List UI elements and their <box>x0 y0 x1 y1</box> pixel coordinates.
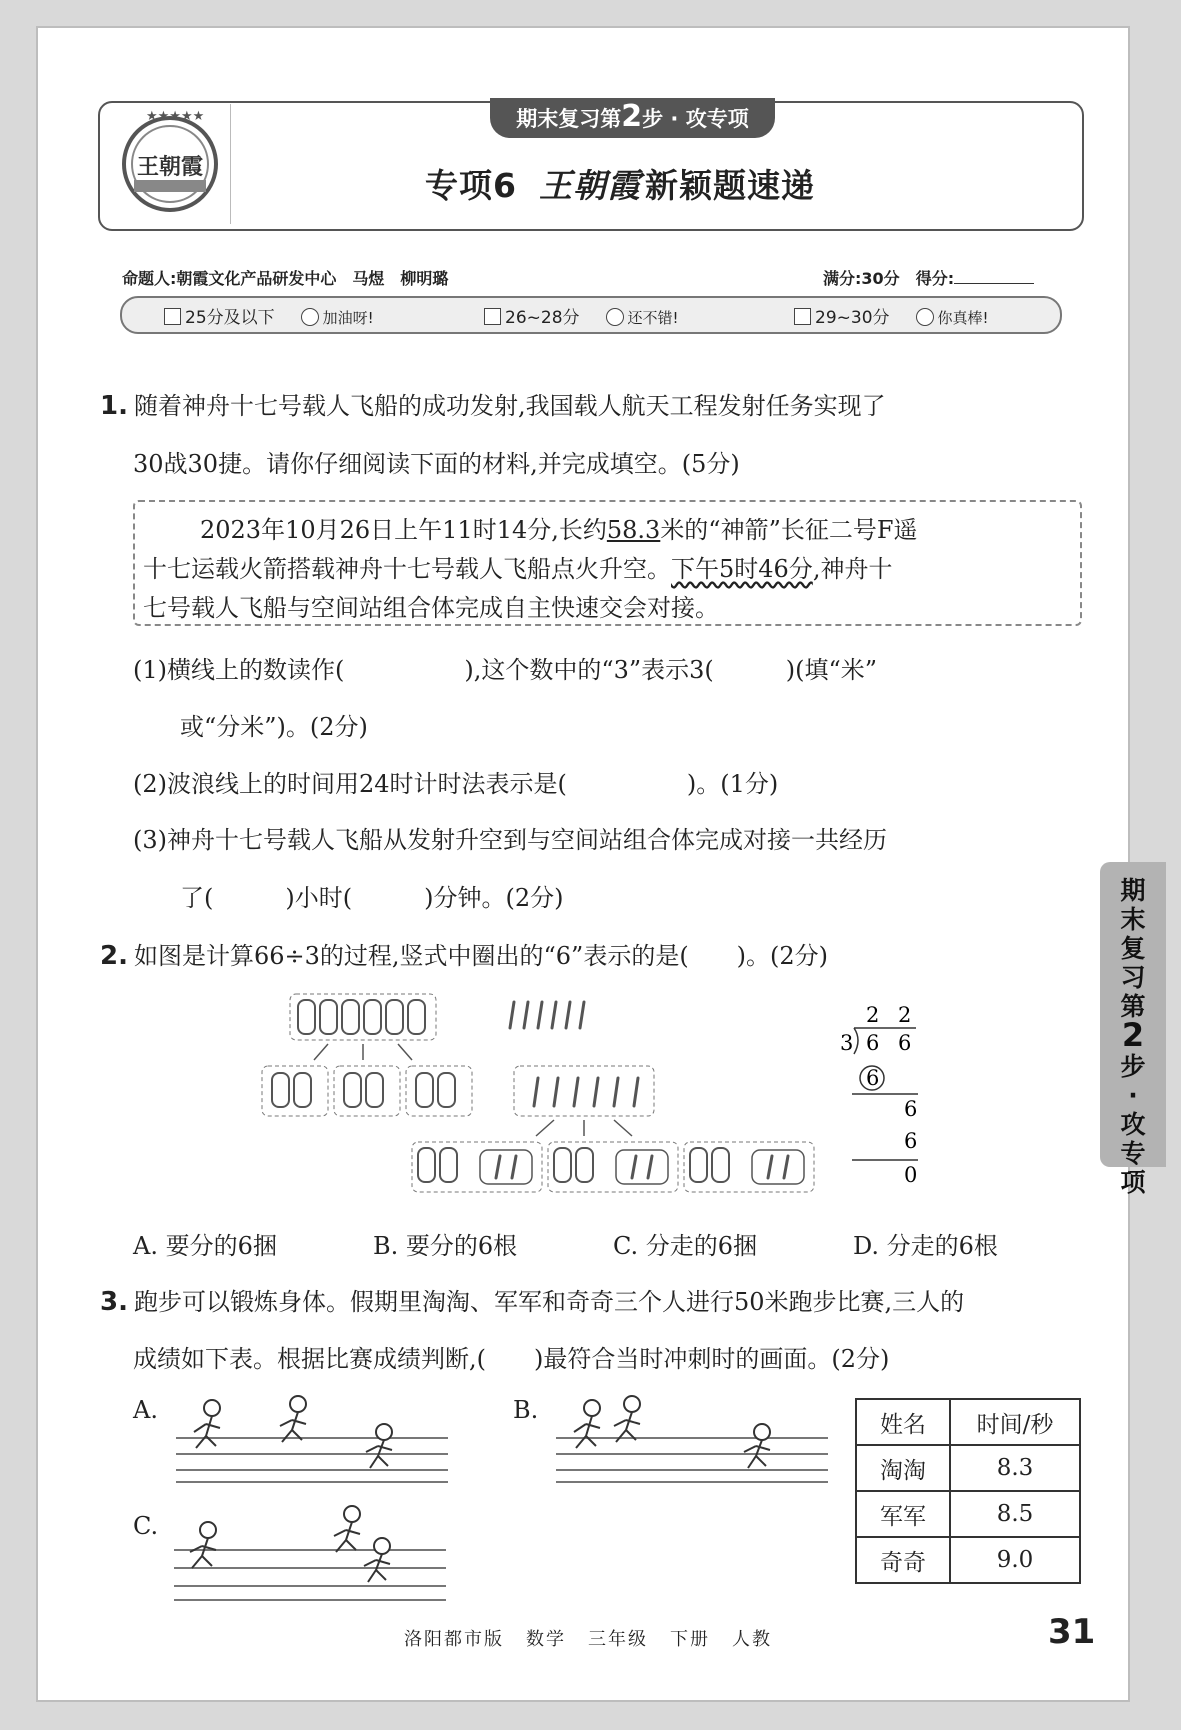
runner-icon <box>366 1424 392 1468</box>
q1-part2: (2)波浪线上的时间用24时计时法表示是( )。(1分) <box>133 770 779 798</box>
race-option-b-label[interactable]: B. <box>513 1396 539 1424</box>
rating-bar <box>120 296 1062 334</box>
score-blank[interactable] <box>954 283 1034 284</box>
table-row <box>856 1537 1080 1583</box>
option-a[interactable]: A. 要分的6捆 <box>133 1232 277 1260</box>
q1-part3-line2: 了( )小时( )分钟。(2分) <box>180 884 564 912</box>
logo-divider <box>230 104 231 224</box>
race-results-table <box>855 1398 1081 1584</box>
logo-seal <box>116 108 224 216</box>
race-picture-b[interactable] <box>556 1394 828 1484</box>
table-cell: 淘淘 <box>856 1445 950 1491</box>
side-section-tab: 期末复习第 2 步·攻专项 <box>1100 862 1166 1167</box>
svg-text:6: 6 <box>904 1129 918 1153</box>
table-header-cell: 时间/秒 <box>950 1399 1080 1445</box>
runner-icon <box>574 1400 600 1448</box>
table-cell: 8.3 <box>950 1445 1080 1491</box>
option-d[interactable]: D. 分走的6根 <box>853 1232 998 1260</box>
checkbox[interactable] <box>794 308 811 325</box>
race-option-a-label[interactable]: A. <box>133 1396 158 1424</box>
material-line1: 2023年10月26日上午11时14分,长约58.3米的“神箭”长征二号F遥 <box>200 516 918 544</box>
runner-icon <box>190 1522 216 1568</box>
svg-text:6: 6 <box>866 1066 880 1090</box>
q1-stem-line2: 30战30捷。请你仔细阅读下面的材料,并完成填空。(5分) <box>133 450 740 478</box>
smiley-icon <box>606 308 624 326</box>
bundle-groups-two <box>262 1066 472 1116</box>
split-arrows-bottom <box>536 1120 632 1136</box>
rating-item: 26~28分 还不错! <box>484 303 679 328</box>
checkbox[interactable] <box>484 308 501 325</box>
table-row <box>856 1491 1080 1537</box>
material-line2: 十七运载火箭搭载神舟十七号载人飞船点火升空。下午5时46分,神舟十 <box>143 555 893 583</box>
bundle-division-diagram <box>258 988 818 1198</box>
table-cell: 8.5 <box>950 1491 1080 1537</box>
score-area: 满分:30分 得分: <box>823 266 1034 289</box>
table-row <box>856 1445 1080 1491</box>
svg-text:2 2: 2 2 <box>866 1003 918 1027</box>
table-cell: 奇奇 <box>856 1537 950 1583</box>
svg-text:6: 6 <box>904 1097 918 1121</box>
smiley-icon <box>916 308 934 326</box>
bundle-group-six <box>298 1000 425 1034</box>
option-b[interactable]: B. 要分的6根 <box>373 1232 518 1260</box>
svg-text:★★★★★: ★★★★★ <box>146 109 205 124</box>
option-c[interactable]: C. 分走的6捆 <box>613 1232 758 1260</box>
q1-part1-line2: 或“分米”)。(2分) <box>180 713 368 741</box>
q3-stem-line1: 3. 跑步可以锻炼身体。假期里淘淘、军军和奇奇三个人进行50米跑步比赛,三人的 <box>100 1287 965 1317</box>
final-groups <box>412 1142 814 1192</box>
q1-stem-line1: 1. 随着神舟十七号载人飞船的成功发射,我国载人航天工程发射任务实现了 <box>100 391 886 421</box>
long-division <box>832 998 922 1190</box>
header-tab: 期末复习第2步 · 攻专项 <box>490 98 775 138</box>
smiley-icon <box>301 308 319 326</box>
checkbox[interactable] <box>164 308 181 325</box>
svg-text:0: 0 <box>904 1163 918 1187</box>
svg-text:王朝霞: 王朝霞 <box>136 154 204 180</box>
author-line: 命题人:朝霞文化产品研发中心 马煜 柳明璐 <box>122 269 449 288</box>
svg-text:6 6: 6 6 <box>866 1031 918 1055</box>
runner-icon <box>334 1506 360 1552</box>
loose-sticks-six <box>510 1002 584 1028</box>
svg-text:3: 3 <box>840 1031 854 1055</box>
table-header-cell: 姓名 <box>856 1399 950 1445</box>
table-cell: 军军 <box>856 1491 950 1537</box>
rating-item: 25分及以下 加油呀! <box>164 303 374 328</box>
loose-sticks-box <box>534 1078 638 1106</box>
runner-icon <box>280 1396 306 1442</box>
side-tab-prefix: 期末复习第 <box>1120 876 1146 1021</box>
runner-icon <box>614 1396 640 1442</box>
page-title: 专项6 王朝霞 新颖题速递 <box>425 166 815 205</box>
q2-stem: 2. 如图是计算66÷3的过程,竖式中圈出的“6”表示的是( )。(2分) <box>100 941 829 971</box>
race-option-c-label[interactable]: C. <box>133 1512 159 1540</box>
runner-icon <box>194 1400 220 1448</box>
runner-icon <box>744 1424 770 1468</box>
material-line3: 七号载人飞船与空间站组合体完成自主快速交会对接。 <box>143 594 719 622</box>
runner-icon <box>364 1538 390 1582</box>
side-tab-suffix: 步·攻专项 <box>1120 1052 1146 1197</box>
table-header-row <box>856 1399 1080 1445</box>
split-arrows-top <box>314 1044 412 1060</box>
table-cell: 9.0 <box>950 1537 1080 1583</box>
page-number: 31 <box>1048 1612 1096 1652</box>
race-picture-c[interactable] <box>174 1470 446 1604</box>
q1-part3-line1: (3)神舟十七号载人飞船从发射升空到与空间站组合体完成对接一共经历 <box>133 826 887 854</box>
rating-item: 29~30分 你真棒! <box>794 303 989 328</box>
q1-part1-line1: (1)横线上的数读作( ),这个数中的“3”表示3( )(填“米” <box>133 656 878 684</box>
q3-stem-line2: 成绩如下表。根据比赛成绩判断,( )最符合当时冲刺时的画面。(2分) <box>133 1345 890 1373</box>
footer: 洛阳都市版 数学 三年级 下册 人教 <box>404 1629 772 1650</box>
